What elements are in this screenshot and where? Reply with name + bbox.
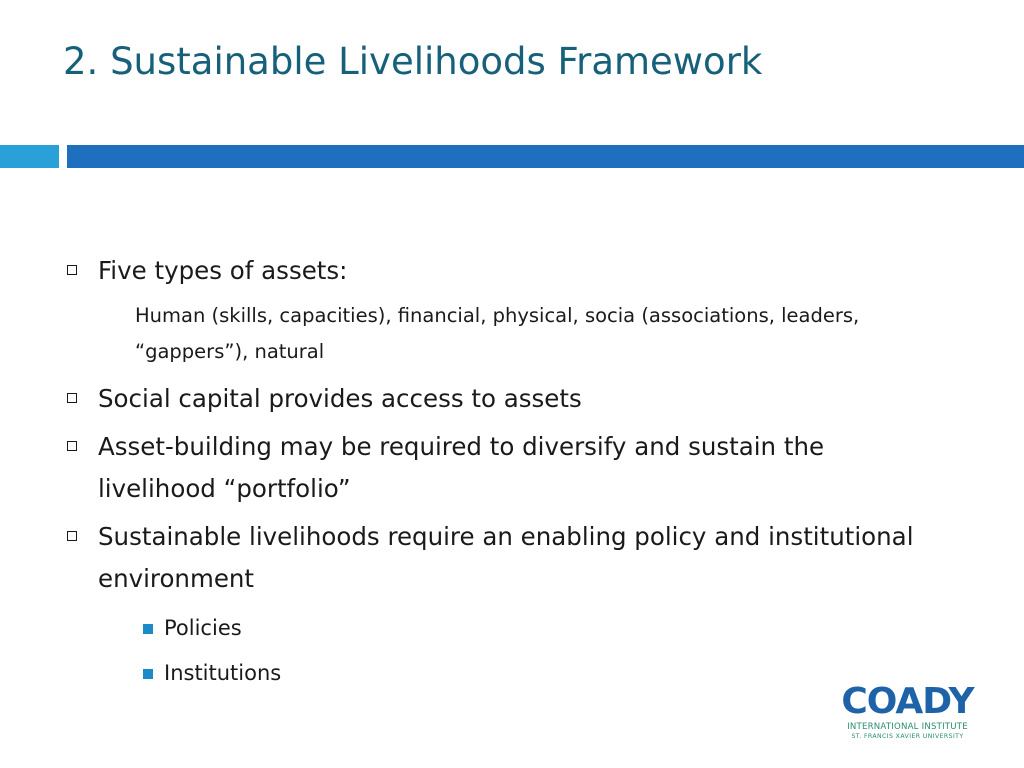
slide-title: 2. Sustainable Livelihoods Framework (63, 40, 763, 83)
bullet-item (63, 378, 943, 420)
bullet-text: Asset-building may be required to diversify and sustain the livelihood “portfolio” (98, 432, 825, 503)
bullet-item (63, 250, 943, 292)
filled-square-bullet-icon (143, 669, 153, 679)
logo-wordmark: COADY (841, 681, 974, 722)
sub-bullet-item (63, 651, 943, 696)
bullet-text: Sustainable livelihoods require an enabling policy and institutional environment (98, 522, 914, 593)
sub-bullet-item (63, 606, 943, 651)
sub-bullet-text: Policies (164, 616, 242, 640)
bullet-detail: Human (skills, capacities), financial, physical, socia (associations, leaders, “gappers”), natural (135, 304, 860, 363)
bullet-text: Social capital provides access to assets (98, 384, 582, 413)
bullet-item (63, 426, 943, 510)
header-bar (67, 145, 1024, 168)
coady-logo (835, 681, 980, 741)
filled-square-bullet-icon (143, 624, 153, 634)
bullet-list (63, 250, 943, 696)
header-bar-accent (0, 145, 59, 168)
hollow-square-bullet-icon (67, 531, 77, 541)
logo-university: ST. FRANCIS XAVIER UNIVERSITY (851, 733, 964, 740)
hollow-square-bullet-icon (67, 393, 77, 403)
hollow-square-bullet-icon (67, 441, 77, 451)
logo-subtitle: INTERNATIONAL INSTITUTE (847, 722, 968, 732)
sub-bullet-text: Institutions (164, 661, 282, 685)
bullet-item (63, 516, 943, 600)
bullet-text: Five types of assets: (98, 256, 348, 285)
hollow-square-bullet-icon (67, 265, 77, 275)
